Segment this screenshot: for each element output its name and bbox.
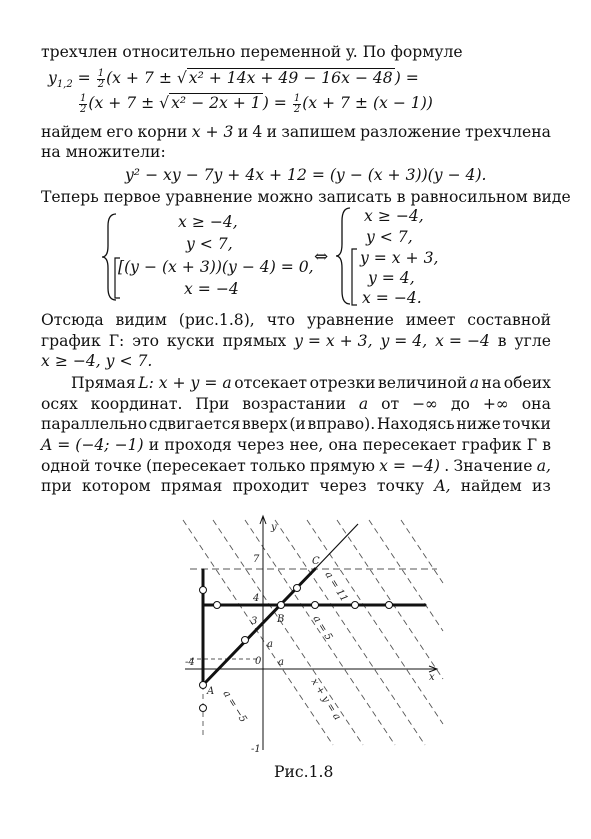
label-a-equals-minus-5: a = −5 (220, 688, 249, 725)
word: корни (137, 123, 188, 141)
word: Прямая (71, 374, 136, 392)
math-inline: L: x + y = a (138, 374, 232, 392)
word: При (195, 395, 230, 413)
point (200, 587, 207, 594)
word: его (106, 123, 134, 141)
word: обеих (503, 374, 551, 392)
fraction-half: $\frac{1}{2}$ (293, 92, 301, 115)
text-line-shift (41, 414, 551, 434)
word: график (461, 436, 522, 454)
word: возрастании (242, 395, 346, 413)
label-a-on-y: a (267, 639, 273, 650)
formula-equals: = (72, 69, 96, 87)
word: запишем (281, 123, 356, 141)
math-inline: +∞ (482, 395, 509, 413)
fraction-half: $\frac{1}{2}$ (80, 92, 87, 115)
math-inline: x + 3 (191, 123, 234, 141)
label-C: C (312, 556, 320, 567)
text-line-one-point (41, 456, 551, 476)
text-line-angle: x ≥ −4, y < 7. (41, 352, 153, 370)
word: имеет (405, 311, 456, 329)
word: она (328, 436, 358, 454)
text-line-line-L (71, 373, 551, 393)
word: котором (82, 477, 151, 495)
formula-factorization (125, 165, 487, 185)
word: (и (289, 415, 306, 433)
text-line-equivalent (41, 187, 571, 207)
word: при (41, 477, 72, 495)
word: вправо). (307, 415, 376, 433)
formula-part-b: ) = (262, 94, 292, 112)
word: разложение (360, 123, 461, 141)
formula-part-a: (x + 7 ± (88, 94, 160, 112)
word: . (444, 457, 450, 475)
sys2-line-2: y < 7, (366, 228, 413, 246)
word: проходит (232, 477, 310, 495)
radicand-1: x² + 14x + 49 − 16x − 48 (188, 69, 393, 87)
word: Находясь (376, 415, 455, 433)
point (386, 602, 393, 609)
word: (рис.1.8), (178, 311, 255, 329)
label-B: B (277, 614, 285, 625)
sys2-line-4: y = 4, (368, 269, 415, 287)
math-inline: a, (536, 457, 551, 475)
word: и (266, 123, 278, 141)
text-line-point-A (41, 435, 551, 455)
word: точку (376, 477, 425, 495)
word: величиной (378, 374, 468, 392)
text-line-hence (41, 310, 551, 330)
sys2-line-5: x = −4. (362, 289, 422, 307)
formula-y: y (48, 69, 57, 87)
sys2-line-1: x ≥ −4, (364, 207, 424, 225)
word: найдем (460, 477, 522, 495)
text-line-find (41, 476, 551, 496)
sys2-line-3: y = x + 3, (360, 249, 439, 267)
word: от (381, 395, 400, 413)
word: трехчлена (465, 123, 551, 141)
word: отрезки (309, 374, 376, 392)
text-line-graph (41, 331, 551, 351)
word: угле (514, 332, 551, 350)
word: через (237, 436, 285, 454)
dashed-line (337, 520, 443, 679)
word: прямых (222, 332, 287, 350)
word: (пересекает (145, 457, 246, 475)
word: составной (467, 311, 551, 329)
word: она (521, 395, 551, 413)
dashed-line (275, 520, 425, 745)
math-inline: a (358, 395, 369, 413)
label-four: 4 (253, 593, 260, 604)
dashed-line (369, 520, 443, 631)
word: отсекает (234, 374, 308, 392)
word: до (450, 395, 470, 413)
sqrt-symbol: √ (159, 94, 170, 112)
label-minus1: -1 (251, 744, 261, 755)
graph-gamma (203, 569, 425, 685)
word: что (266, 311, 296, 329)
word: уравнение (306, 311, 394, 329)
text-line-factors (41, 142, 166, 162)
word: Г: (108, 332, 125, 350)
word: пересекает (362, 436, 457, 454)
formula-roots-line-1 (48, 68, 419, 95)
math-inline: A, (434, 477, 451, 495)
math-inline: y = 4, (380, 332, 428, 350)
radicand-2: x² − 2x + 1 (171, 94, 261, 112)
dashed-family-lines (183, 520, 443, 745)
word: Значение (453, 457, 533, 475)
paragraph-text: Теперь первое уравнение можно записать в равносильном виде (41, 188, 571, 206)
math-inline: y = x + 3, (294, 332, 373, 350)
point (214, 602, 221, 609)
math-inline: a (469, 374, 480, 392)
word: найдем (41, 123, 103, 141)
figure-caption: Рис.1.8 (274, 763, 334, 781)
word: только (250, 457, 306, 475)
label-seven: 7 (253, 554, 260, 565)
word: параллельно (41, 415, 148, 433)
word: куски (166, 332, 215, 350)
math-inline: x = −4) (379, 457, 441, 475)
formula-part-c: (x + 7 ± (x − 1)) (302, 94, 433, 112)
word: прямую (309, 457, 375, 475)
label-three: 3 (251, 616, 258, 627)
factorization-equation: y² − xy − 7y + 4x + 12 = (y − (x + 3))(y − 4). (125, 166, 487, 184)
line-y-x-plus-3-extension (315, 524, 358, 569)
word: координат. (90, 395, 183, 413)
word: видим (115, 311, 167, 329)
word: нее, (289, 436, 324, 454)
sys1-line-4: x = −4 (184, 280, 239, 298)
formula-part-b: ) = (394, 69, 419, 87)
word: и (148, 436, 160, 454)
word: прямая (160, 477, 223, 495)
point-B (278, 602, 285, 609)
point-A (200, 682, 207, 689)
word: в (542, 436, 551, 454)
label-x-plus-y-equals-a: x + y = a (308, 676, 343, 723)
sys1-line-1: x ≥ −4, (178, 213, 238, 231)
sys1-line-3: [(y − (x + 3))(y − 4) = 0, (118, 258, 314, 276)
word: график (41, 332, 101, 350)
paragraph-text: на множители: (41, 143, 166, 161)
word: проходя (164, 436, 232, 454)
figure-labels (185, 522, 435, 755)
sys1-bracket (113, 257, 121, 299)
text-line-1 (41, 42, 463, 62)
fraction-half: $\frac{1}{2}$ (97, 67, 105, 90)
word: через (319, 477, 367, 495)
word: из (532, 477, 551, 495)
formula-subscript: 1,2 (56, 79, 73, 91)
label-A: A (207, 686, 215, 697)
math-inline: x = −4 (435, 332, 490, 350)
math-inline: 4 (252, 123, 263, 141)
formula-part-a: (x + 7 ± (106, 69, 177, 87)
word: и (237, 123, 249, 141)
sys1-line-2: y < 7, (186, 235, 233, 253)
paragraph-intro: трехчлен относительно переменной y. По формуле (41, 43, 463, 61)
label-a-on-x: a (278, 657, 284, 668)
label-zero: 0 (255, 656, 262, 667)
word: на (481, 374, 502, 392)
math-inline: −∞ (411, 395, 439, 413)
math-inline: A = (−4; −1) (41, 436, 144, 454)
label-a-equals-11: a = 11 (322, 569, 350, 604)
figure-1-8 (175, 510, 445, 760)
sqrt-symbol: √ (176, 69, 187, 87)
word: в (497, 332, 507, 350)
sys2-bracket (350, 248, 358, 306)
word: вверх (242, 415, 288, 433)
formula-roots-line-2 (78, 93, 433, 115)
word: точки (502, 415, 551, 433)
equivalence-symbol: ⇔ (314, 247, 329, 267)
label-y-axis: y (271, 522, 277, 533)
point (312, 602, 319, 609)
word: Отсюда (41, 311, 104, 329)
point (352, 602, 359, 609)
label-x-axis: x (429, 672, 435, 683)
word: сдвигается (148, 415, 241, 433)
text-line-roots (41, 122, 551, 142)
text-line-axes (41, 394, 551, 414)
word: это (132, 332, 159, 350)
dashed-line (401, 520, 443, 583)
word: одной (41, 457, 91, 475)
word: точке (94, 457, 142, 475)
label-minus4: -4 (185, 657, 195, 668)
word: ниже (456, 415, 501, 433)
point (200, 705, 207, 712)
word: Г (526, 436, 538, 454)
point (242, 637, 249, 644)
label-a-equals-5: a = 5 (310, 613, 335, 643)
word: осях (41, 395, 78, 413)
point (294, 585, 301, 592)
